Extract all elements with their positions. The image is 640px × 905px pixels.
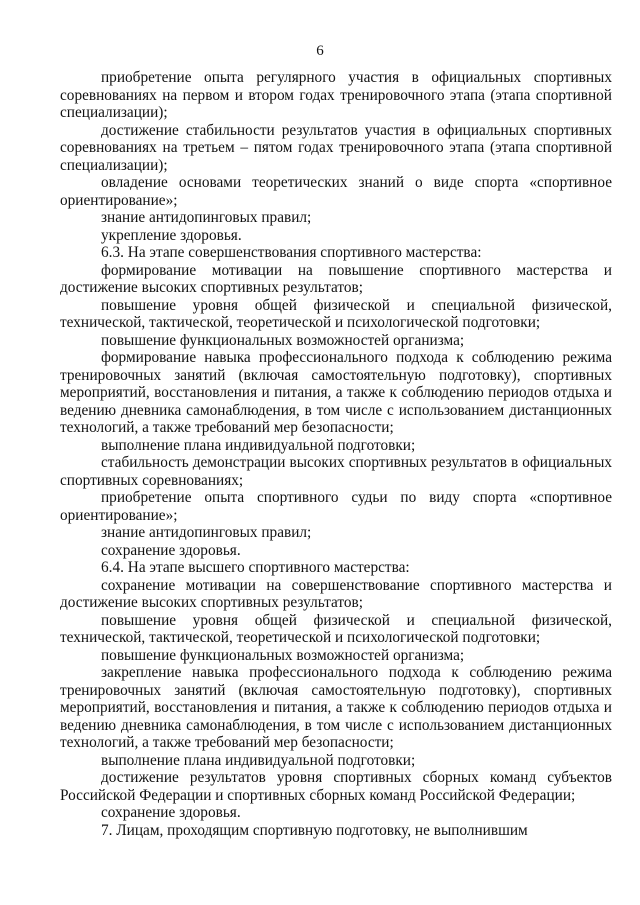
paragraph: достижение стабильности результатов участия в официальных спортивных соревнованиях на третьем – пятом годах тренировочного этапа (этапа спортивной специализации); bbox=[60, 121, 612, 174]
paragraph: повышение функциональных возможностей организма; bbox=[101, 646, 465, 664]
paragraph: достижение результатов уровня спортивных сборных команд субъектов Российской Федерации и спортивных сборных команд Российской Федерации; bbox=[60, 769, 612, 804]
section-heading: 6.4. На этапе высшего спортивного мастерства: bbox=[101, 559, 410, 576]
section-heading: 6.3. На этапе совершенствования спортивного мастерства: bbox=[101, 244, 482, 261]
section-heading: 7. Лицам, проходящим спортивную подготовку, не выполнившим bbox=[101, 821, 528, 839]
paragraph: сохранение здоровья. bbox=[101, 541, 241, 559]
paragraph: приобретение опыта регулярного участия в официальных спортивных соревнованиях на первом и втором годах тренировочного этапа (этапа спортивной специализации); bbox=[60, 69, 612, 121]
paragraph: знание антидопинговых правил; bbox=[101, 209, 312, 226]
paragraph: сохранение здоровья. bbox=[101, 804, 241, 821]
paragraph: повышение уровня общей физической и специальной физической, технической, тактической, теоретической и психологической подготовки; bbox=[60, 296, 612, 331]
paragraph: повышение функциональных возможностей организма; bbox=[101, 331, 465, 349]
paragraph: стабильность демонстрации высоких спортивных результатов в официальных спортивных соревнованиях; bbox=[60, 454, 612, 489]
paragraph: повышение уровня общей физической и специальной физической, технической, тактической, теоретической и психологической подготовки; bbox=[60, 611, 612, 646]
paragraph: приобретение опыта спортивного судьи по виду спорта «спортивное ориентирование»; bbox=[60, 489, 612, 524]
paragraph: формирование мотивации на повышение спортивного мастерства и достижение высоких спортивных результатов; bbox=[60, 261, 612, 296]
paragraph: формирование навыка профессионального подхода к соблюдению режима тренировочных занятий (включая самостоятельную подготовку), спортивных мероприятий, восстановления и питания, а также к соблюдению периодов отдыха и ведению дневника самонаблюдения, в том числе с использованием дистанционных технологий, а также требований мер безопасности; bbox=[60, 349, 612, 436]
paragraph: сохранение мотивации на совершенствование спортивного мастерства и достижение высоких спортивных результатов; bbox=[60, 576, 612, 611]
paragraph: закрепление навыка профессионального подхода к соблюдению режима тренировочных занятий (включая самостоятельную подготовку), спортивных мероприятий, восстановления и питания, а также к соблюдению периодов отдыха и ведению дневника самонаблюдения, в том числе с использованием дистанционных технологий, а также требований мер безопасности; bbox=[60, 664, 612, 751]
document-body bbox=[60, 69, 612, 839]
paragraph: овладение основами теоретических знаний о виде спорта «спортивное ориентирование»; bbox=[60, 174, 612, 209]
page-number: 6 bbox=[316, 43, 324, 59]
paragraph: выполнение плана индивидуальной подготовки; bbox=[101, 751, 416, 769]
paragraph: знание антидопинговых правил; bbox=[101, 524, 312, 541]
paragraph: выполнение плана индивидуальной подготовки; bbox=[101, 436, 416, 454]
paragraph: укрепление здоровья. bbox=[101, 226, 242, 244]
